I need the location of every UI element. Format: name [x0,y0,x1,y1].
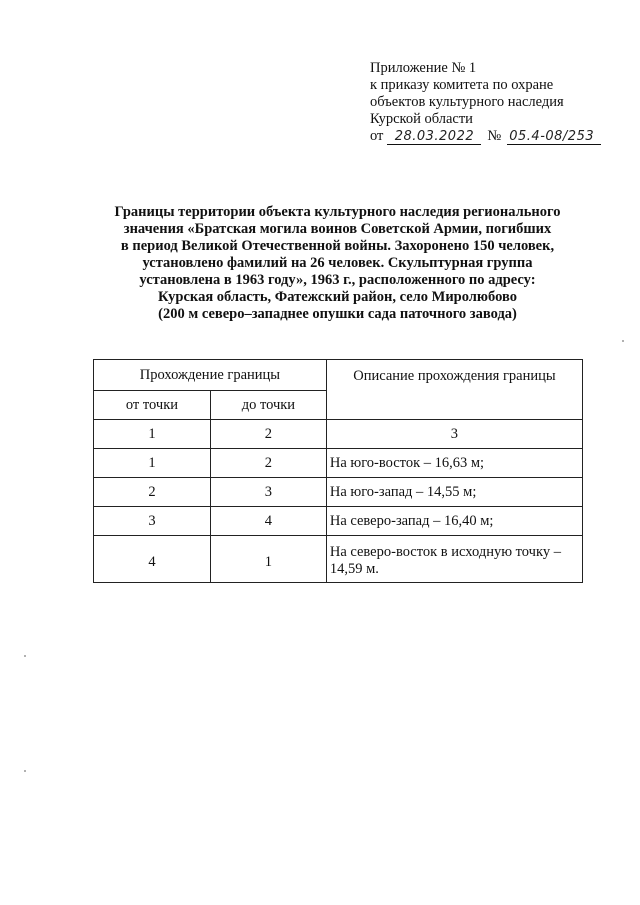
title-line: Курская область, Фатежский район, село Миролюбово [158,289,517,305]
header-description: Описание прохождения границы [326,360,582,420]
from-point-cell: 4 [94,536,211,583]
handwritten-number: 05.4-08/253 [507,130,601,145]
to-point-cell: 4 [210,507,326,536]
from-point-cell: 2 [94,478,211,507]
appendix-date-number-row [370,128,601,145]
title-line: Границы территории объекта культурного наследия регионального [114,204,561,220]
column-number-row [94,420,583,449]
appendix-title: Приложение № 1 [370,60,477,76]
appendix-committee-line: объектов культурного наследия [370,94,564,110]
from-point-cell: 1 [94,449,211,478]
title-line: в период Великой Отечественной войны. Захоронено 150 человек, [120,238,555,254]
title-line: установлено фамилий на 26 человек. Скульптурная группа [142,255,533,271]
column-number: 1 [94,420,211,449]
column-number: 2 [210,420,326,449]
from-point-cell: 3 [94,507,211,536]
table-row [94,536,583,583]
scan-speck [622,340,624,342]
number-prefix: № [487,128,502,144]
to-point-cell: 3 [210,478,326,507]
table-header-row [94,360,583,391]
appendix-order-line: к приказу комитета по охране [370,77,554,93]
header-from-point: от точки [94,391,211,420]
header-boundary-passage: Прохождение границы [94,360,327,391]
column-number: 3 [326,420,582,449]
description-cell: На юго-запад – 14,55 м; [326,478,582,507]
appendix-region-line: Курской области [370,111,473,127]
title-line: установлена в 1963 году», 1963 г., расположенного по адресу: [139,272,536,288]
description-cell: На юго-восток – 16,63 м; [326,449,582,478]
scan-speck [24,655,26,657]
header-to-point: до точки [210,391,326,420]
table-row [94,507,583,536]
boundary-table [93,359,583,583]
date-prefix: от [370,128,384,144]
handwritten-date: 28.03.2022 [387,130,481,145]
table-row [94,449,583,478]
description-cell: На северо-запад – 16,40 м; [326,507,582,536]
appendix-block [370,60,601,145]
to-point-cell: 2 [210,449,326,478]
description-cell: На северо-восток в исходную точку – 14,59 м. [326,536,582,583]
scan-speck [24,770,26,772]
document-title [60,204,615,323]
table-row [94,478,583,507]
to-point-cell: 1 [210,536,326,583]
title-line: значения «Братская могила воинов Советской Армии, погибших [123,221,552,237]
title-line: (200 м северо–западнее опушки сада паточного завода) [158,306,517,322]
